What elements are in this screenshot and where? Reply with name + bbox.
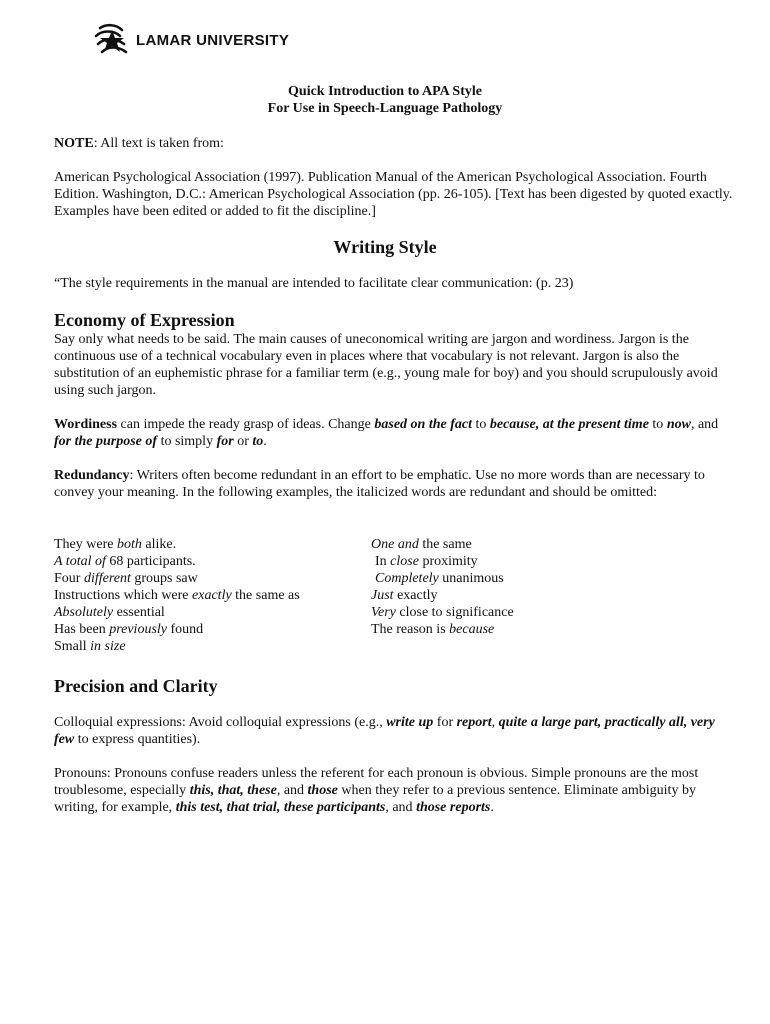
- pronouns-paragraph: Pronouns: Pronouns confuse readers unless the referent for each pronoun is obvious. Simple pronouns are the most troublesome, especially this, that, these, and those when they refer to a previous sentence. Eliminate ambiguity by writing, for example, this test, that trial, these participants, and those reports.: [54, 766, 699, 815]
- economy-heading: Economy of Expression: [54, 310, 235, 330]
- wordiness-paragraph: [54, 416, 734, 450]
- university-logo: [92, 20, 289, 60]
- wordiness-example: for the purpose of: [54, 434, 158, 449]
- wordiness-example: for: [216, 434, 234, 449]
- note-label: NOTE: [54, 136, 94, 151]
- example-row: Absolutely essential: [54, 605, 165, 620]
- document-title: Quick Introduction to APA Style: [288, 84, 482, 99]
- wordiness-text: to: [648, 417, 667, 432]
- wordiness-text: can impede the ready grasp of ideas. Change: [117, 417, 375, 432]
- wordiness-text: or: [233, 434, 253, 449]
- logo-text: LAMAR UNIVERSITY: [136, 31, 290, 49]
- example-row: A total of 68 participants.: [54, 554, 196, 569]
- redundancy-text: : Writers often become redundant in an effort to be emphatic. Use no more words than are necessary to convey your meaning. In the following examples, the italicized words are redundant and should be omitted:: [54, 468, 705, 500]
- wordiness-example: based on the fact: [374, 417, 472, 432]
- example-row: Very close to significance: [371, 605, 514, 620]
- lamar-star-logo-icon: [92, 22, 132, 58]
- writing-style-heading: Writing Style: [333, 237, 437, 257]
- example-row: Has been previously found: [54, 622, 204, 637]
- wordiness-example: because, at the present time: [489, 417, 649, 432]
- example-row: Instructions which were exactly the same as: [54, 588, 300, 603]
- wordiness-text: .: [263, 434, 267, 449]
- economy-intro-paragraph: Say only what needs to be said. The main causes of uneconomical writing are jargon and wordiness. Jargon is the continuous use of a technical vocabulary even in places where that vocabulary is not relevant. Jargon is also the substitution of an euphemistic phrase for a familiar term (e.g., young male for boy) and you should scrupulously avoid using such jargon.: [54, 332, 718, 398]
- note-line: [54, 136, 224, 152]
- wordiness-label: Wordiness: [54, 417, 118, 432]
- wordiness-text: to: [471, 417, 490, 432]
- redundancy-label: Redundancy: [54, 468, 130, 483]
- colloquial-paragraph: Colloquial expressions: Avoid colloquial expressions (e.g., write up for report, quite a large part, practically all, very few to express quantities).: [54, 715, 715, 747]
- example-row: The reason is because: [371, 622, 495, 637]
- note-text: : All text is taken from:: [93, 136, 224, 151]
- citation-paragraph: American Psychological Association (1997). Publication Manual of the American Psychological Association. Fourth Edition. Washington, D.C.: American Psychological Association (pp. 26-105). [Text has been digested by quoted exactly. Examples have been edited or added to fit the discipline.]: [54, 170, 733, 219]
- example-row: They were both alike.: [54, 537, 177, 552]
- example-row: In close proximity: [375, 554, 478, 569]
- wordiness-example: now: [666, 417, 691, 432]
- redundancy-examples-left: [54, 536, 300, 655]
- example-row: One and the same: [371, 537, 472, 552]
- example-row: Just exactly: [371, 588, 438, 603]
- example-row: Small in size: [54, 639, 126, 654]
- redundancy-paragraph: [54, 467, 734, 501]
- example-row: Four different groups saw: [54, 571, 198, 586]
- redundancy-examples-right: [371, 536, 514, 638]
- style-quote: “The style requirements in the manual are intended to facilitate clear communication: (p. 23): [54, 276, 574, 291]
- example-row: Completely unanimous: [375, 571, 504, 586]
- wordiness-text: , and: [690, 417, 719, 432]
- wordiness-text: to simply: [157, 434, 217, 449]
- precision-heading: Precision and Clarity: [54, 676, 218, 696]
- wordiness-example: to: [252, 434, 264, 449]
- document-subtitle: For Use in Speech-Language Pathology: [267, 101, 503, 116]
